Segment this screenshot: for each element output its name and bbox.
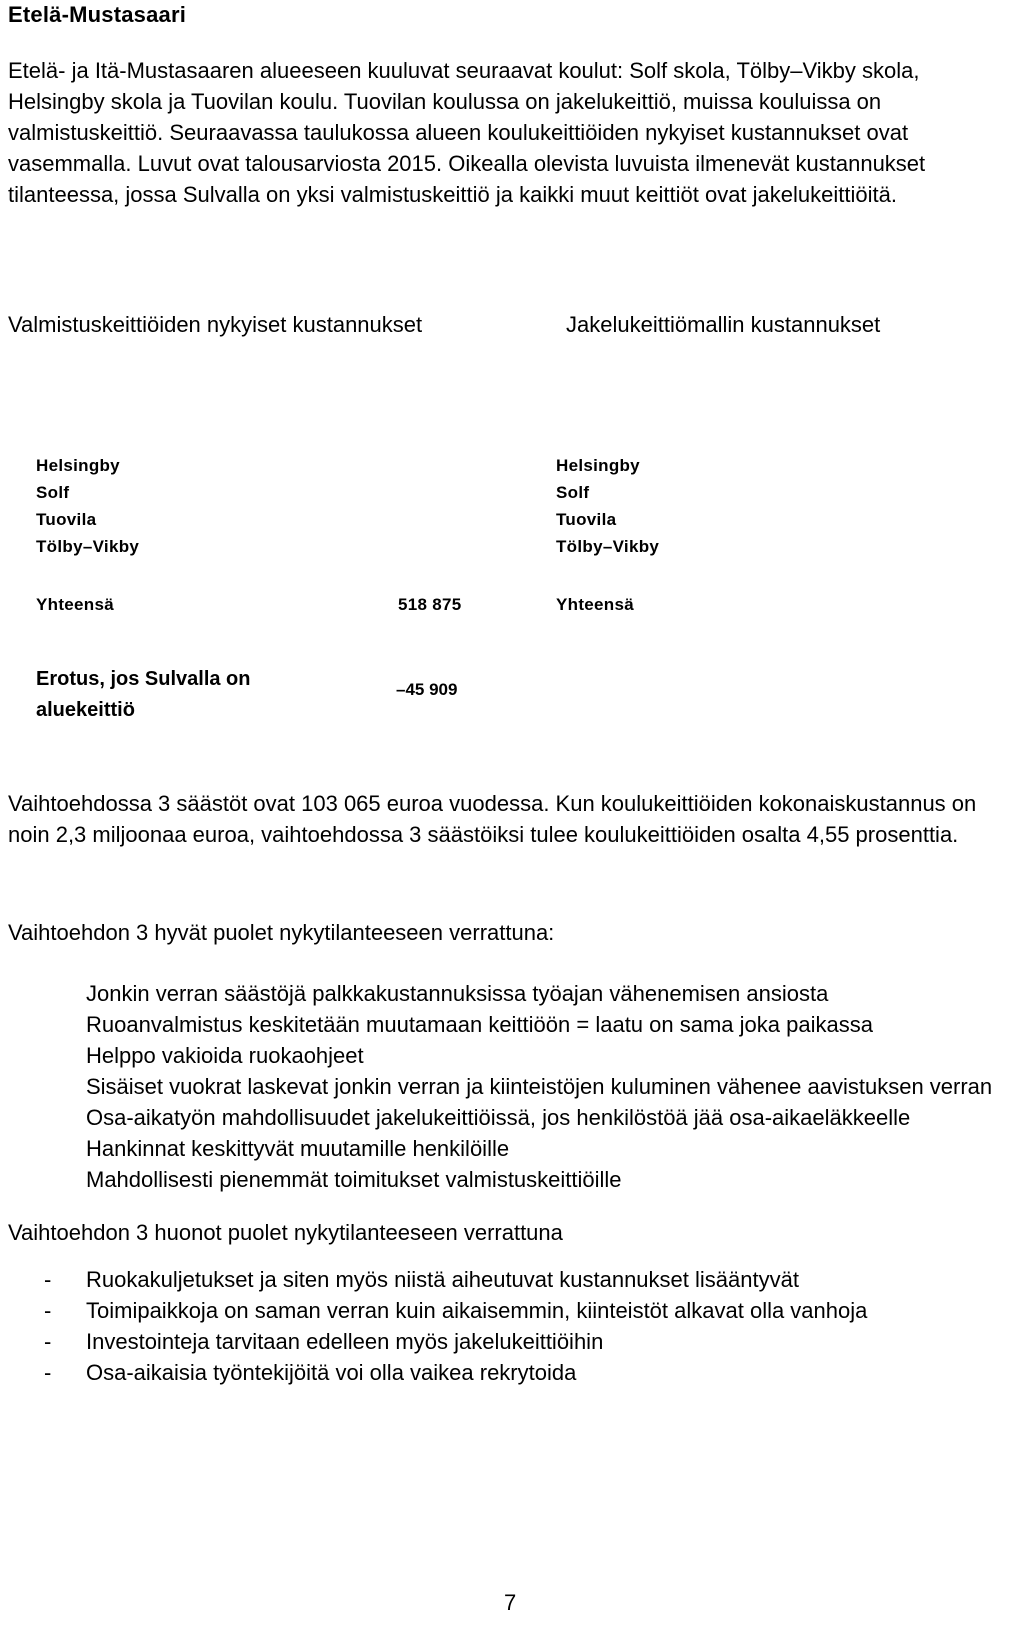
list-item [44, 1264, 1004, 1295]
current-costs-total-value: 518 875 [398, 595, 462, 614]
table-row: Tuovila [36, 510, 97, 529]
current-costs-rows [36, 452, 139, 560]
list-item: Ruoanvalmistus keskitetään muutamaan keittiöön = laatu on sama joka paikassa [86, 1012, 873, 1037]
savings-paragraph: Vaihtoehdossa 3 säästöt ovat 103 065 euroa vuodessa. Kun koulukeittiöiden kokonaiskustannus on noin 2,3 miljoonaa euroa, vaihtoehdossa 3 säästöiksi tulee koulukeittiöiden osalta 4,55 prosenttia. [8, 791, 977, 847]
list-item-text: Investointeja tarvitaan edelleen myös jakelukeittiöihin [86, 1329, 604, 1354]
list-item: Mahdollisesti pienemmät toimitukset valmistuskeittiöille [86, 1167, 622, 1192]
table-row: Helsingby [556, 456, 640, 475]
cons-list [44, 1264, 1004, 1388]
difference-label: Erotus, jos Sulvalla on aluekeittiö [36, 668, 251, 721]
distribution-model-total-label: Yhteensä [556, 595, 634, 614]
list-item-text: Toimipaikkoja on saman verran kuin aikaisemmin, kiinteistöt alkavat olla vanhoja [86, 1298, 868, 1323]
current-costs-header: Valmistuskeittiöiden nykyiset kustannukset [8, 312, 423, 337]
page-number: 7 [504, 1590, 517, 1615]
cons-heading: Vaihtoehdon 3 huonot puolet nykytilanteeseen verrattuna [8, 1220, 563, 1245]
table-row: Solf [36, 483, 70, 502]
list-item [44, 1295, 1004, 1326]
pros-list [86, 978, 1006, 1195]
dash-marker: - [44, 1329, 52, 1354]
difference-value: –45 909 [396, 680, 458, 699]
pros-heading: Vaihtoehdon 3 hyvät puolet nykytilanteeseen verrattuna: [8, 920, 555, 945]
list-item [44, 1326, 1004, 1357]
section-heading: Etelä-Mustasaari [8, 2, 187, 27]
table-row: Tölby–Vikby [36, 537, 140, 556]
list-item: Osa-aikatyön mahdollisuudet jakelukeittiöissä, jos henkilöstöä jää osa-aikaeläkkeelle [86, 1105, 911, 1130]
list-item: Helppo vakioida ruokaohjeet [86, 1043, 364, 1068]
distribution-model-header: Jakelukeittiömallin kustannukset [566, 312, 881, 337]
table-row: Tölby–Vikby [556, 537, 660, 556]
list-item-text: Osa-aikaisia työntekijöitä voi olla vaikea rekrytoida [86, 1360, 577, 1385]
table-row: Helsingby [36, 456, 120, 475]
current-costs-total-label: Yhteensä [36, 595, 114, 614]
dash-marker: - [44, 1360, 52, 1385]
list-item: Sisäiset vuokrat laskevat jonkin verran ja kiinteistöjen kuluminen vähenee aavistuksen verran [86, 1074, 993, 1099]
intro-paragraph: Etelä- ja Itä-Mustasaaren alueeseen kuuluvat seuraavat koulut: Solf skola, Tölby–Vikby skola, Helsingby skola ja Tuovilan koulu. Tuovilan koulussa on jakelukeittiö, muissa kouluissa on valmistuskeittiö. Seuraavassa taulukossa alueen koulukeittiöiden nykyiset kustannukset ovat vasemmalla. Luvut ovat talousarviosta 2015. Oikealla olevista luvuista ilmenevät kustannukset tilanteessa, jossa Sulvalla on yksi valmistuskeittiö ja kaikki muut keittiöt ovat jakelukeittiöitä. [8, 58, 926, 207]
list-item: Hankinnat keskittyvät muutamille henkilöille [86, 1136, 510, 1161]
list-item-text: Ruokakuljetukset ja siten myös niistä aiheutuvat kustannukset lisääntyvät [86, 1267, 799, 1292]
list-item: Jonkin verran säästöjä palkkakustannuksissa työajan vähenemisen ansiosta [86, 981, 829, 1006]
list-item [44, 1357, 1004, 1388]
table-row: Tuovila [556, 510, 617, 529]
table-row: Solf [556, 483, 590, 502]
dash-marker: - [44, 1298, 52, 1323]
distribution-model-rows [556, 452, 659, 560]
dash-marker: - [44, 1267, 52, 1292]
